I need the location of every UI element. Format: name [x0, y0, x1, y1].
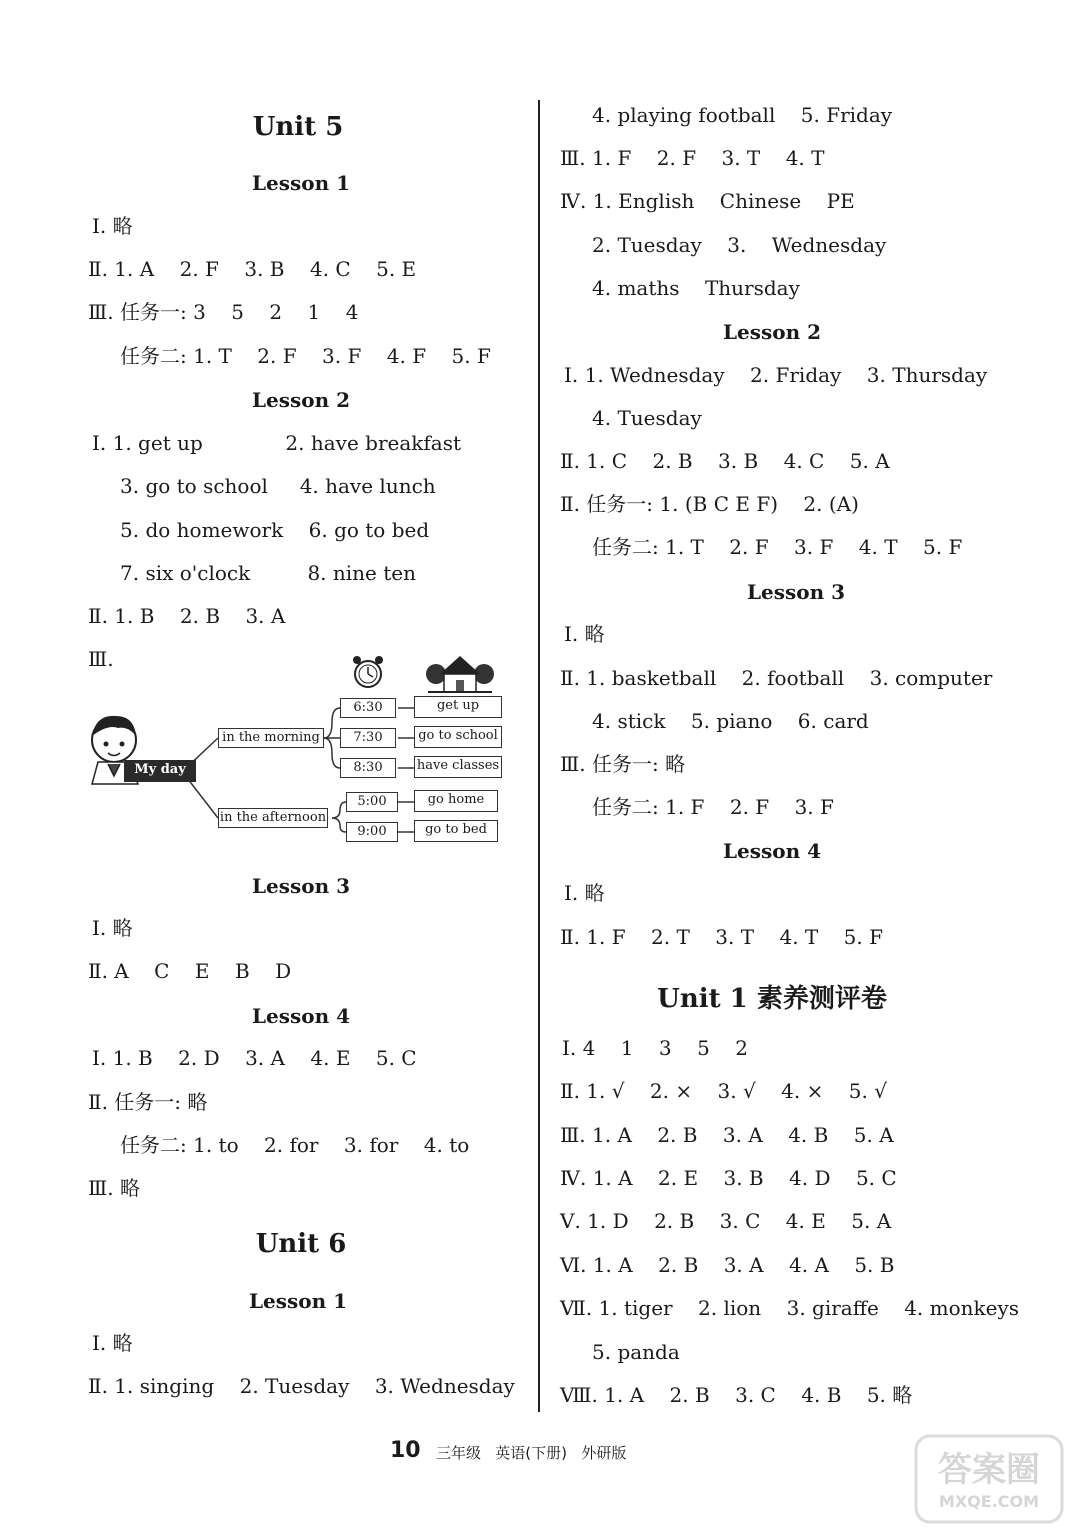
- answer-line: 任务二: 1. F 2. F 3. F: [592, 795, 834, 819]
- answer-line: Ⅲ. 1. A 2. B 3. A 4. B 5. A: [560, 1123, 894, 1147]
- answer-line: Ⅰ. 略: [92, 1331, 133, 1355]
- answer-line: 2. Tuesday 3. Wednesday: [592, 233, 887, 257]
- column-divider: [538, 100, 540, 1412]
- answer-line: Ⅵ. 1. A 2. B 3. A 4. A 5. B: [560, 1253, 895, 1277]
- page-number: 10: [390, 1438, 421, 1463]
- answer-line: Ⅱ. 1. B 2. B 3. A: [88, 604, 286, 628]
- mindmap-center: My day: [124, 760, 196, 782]
- answer-line: 5. do homework 6. go to bed: [120, 518, 430, 542]
- answer-line: Ⅱ. 1. basketball 2. football 3. computer: [560, 666, 993, 690]
- answer-line: Ⅱ. 1. A 2. F 3. B 4. C 5. E: [88, 257, 417, 281]
- mindmap-time: 8:30: [340, 758, 396, 778]
- unit6-lesson4-title: Lesson 4: [722, 839, 822, 863]
- unit6-lesson1-title: Lesson 1: [248, 1289, 348, 1313]
- answer-line: 7. six o'clock 8. nine ten: [120, 561, 416, 585]
- mindmap-activity: get up: [414, 696, 502, 718]
- answer-line: Ⅱ. 1. F 2. T 3. T 4. T 5. F: [560, 925, 883, 949]
- mindmap-morning: in the morning: [218, 728, 324, 748]
- answer-line: Ⅲ.: [88, 647, 114, 671]
- my-day-mindmap: [88, 652, 508, 852]
- answer-line: Ⅲ. 略: [88, 1176, 141, 1200]
- answer-line: Ⅱ. 任务一: 1. (B C E F) 2. (A): [560, 492, 859, 516]
- mindmap-activity: go home: [414, 790, 498, 812]
- unit5-title: Unit 5: [252, 112, 344, 142]
- answer-line: Ⅲ. 任务一: 3 5 2 1 4: [88, 300, 359, 324]
- answer-line: Ⅰ. 略: [564, 622, 605, 646]
- unit5-lesson3-title: Lesson 3: [251, 874, 351, 898]
- unit1-test-title: Unit 1 素养测评卷: [657, 984, 887, 1014]
- mindmap-activity: go to bed: [414, 820, 498, 842]
- answer-line: Ⅰ. 略: [564, 881, 605, 905]
- answer-line: Ⅱ. 1. C 2. B 3. B 4. C 5. A: [560, 449, 890, 473]
- answer-line: 5. panda: [592, 1340, 680, 1364]
- unit5-lesson4-title: Lesson 4: [251, 1004, 351, 1028]
- mindmap-activity: go to school: [414, 726, 502, 748]
- watermark-url: MXQE.COM: [938, 1492, 1040, 1511]
- watermark-logo: [914, 1434, 1064, 1524]
- unit6-lesson2-title: Lesson 2: [722, 320, 822, 344]
- answer-line: 4. Tuesday: [592, 406, 702, 430]
- answer-line: 3. go to school 4. have lunch: [120, 474, 436, 498]
- answer-line: 4. stick 5. piano 6. card: [592, 709, 869, 733]
- answer-line: Ⅳ. 1. A 2. E 3. B 4. D 5. C: [560, 1166, 897, 1190]
- answer-line: Ⅲ. 任务一: 略: [560, 752, 686, 776]
- house-icon: [426, 656, 494, 692]
- unit5-lesson1-title: Lesson 1: [251, 171, 351, 195]
- answer-line: Ⅶ. 1. tiger 2. lion 3. giraffe 4. monkeys: [560, 1296, 1020, 1320]
- answer-line: Ⅱ. A C E B D: [88, 959, 292, 983]
- unit6-lesson3-title: Lesson 3: [746, 580, 846, 604]
- answer-line: 任务二: 1. T 2. F 3. F 4. F 5. F: [120, 344, 491, 368]
- unit6-title: Unit 6: [255, 1229, 347, 1259]
- answer-line: 4. maths Thursday: [592, 276, 800, 300]
- unit5-lesson2-title: Lesson 2: [251, 388, 351, 412]
- answer-line: Ⅳ. 1. English Chinese PE: [560, 189, 855, 213]
- answer-line: 任务二: 1. to 2. for 3. for 4. to: [120, 1133, 470, 1157]
- answer-line: Ⅰ. 略: [92, 214, 133, 238]
- answer-line: Ⅰ. 1. B 2. D 3. A 4. E 5. C: [92, 1046, 417, 1070]
- mindmap-time: 7:30: [340, 728, 396, 748]
- answer-line: 4. playing football 5. Friday: [592, 103, 893, 127]
- book-info: 三年级 英语(下册) 外研版: [436, 1444, 627, 1462]
- answer-line: Ⅰ. 略: [92, 916, 133, 940]
- watermark-text: 答案圈: [938, 1450, 1040, 1490]
- mindmap-activity: have classes: [414, 756, 502, 778]
- page-footer: [390, 1438, 690, 1468]
- answer-line: Ⅴ. 1. D 2. B 3. C 4. E 5. A: [560, 1209, 892, 1233]
- answer-line: Ⅲ. 1. F 2. F 3. T 4. T: [560, 146, 825, 170]
- answer-line: Ⅰ. 1. get up 2. have breakfast: [92, 431, 462, 455]
- mindmap-time: 5:00: [346, 792, 398, 812]
- answer-line: 任务二: 1. T 2. F 3. F 4. T 5. F: [592, 535, 963, 559]
- answer-line: Ⅱ. 1. √ 2. × 3. √ 4. × 5. √: [560, 1079, 887, 1103]
- answer-line: Ⅱ. 1. singing 2. Tuesday 3. Wednesday: [88, 1374, 515, 1398]
- mindmap-time: 9:00: [346, 822, 398, 842]
- mindmap-time: 6:30: [340, 698, 396, 718]
- answer-line: Ⅷ. 1. A 2. B 3. C 4. B 5. 略: [560, 1383, 913, 1407]
- answer-line: Ⅱ. 任务一: 略: [88, 1090, 208, 1114]
- answer-line: Ⅰ. 4 1 3 5 2: [562, 1036, 748, 1060]
- answer-line: Ⅰ. 1. Wednesday 2. Friday 3. Thursday: [564, 363, 988, 387]
- mindmap-afternoon: in the afternoon: [218, 808, 328, 828]
- alarm-clock-icon: [353, 656, 383, 687]
